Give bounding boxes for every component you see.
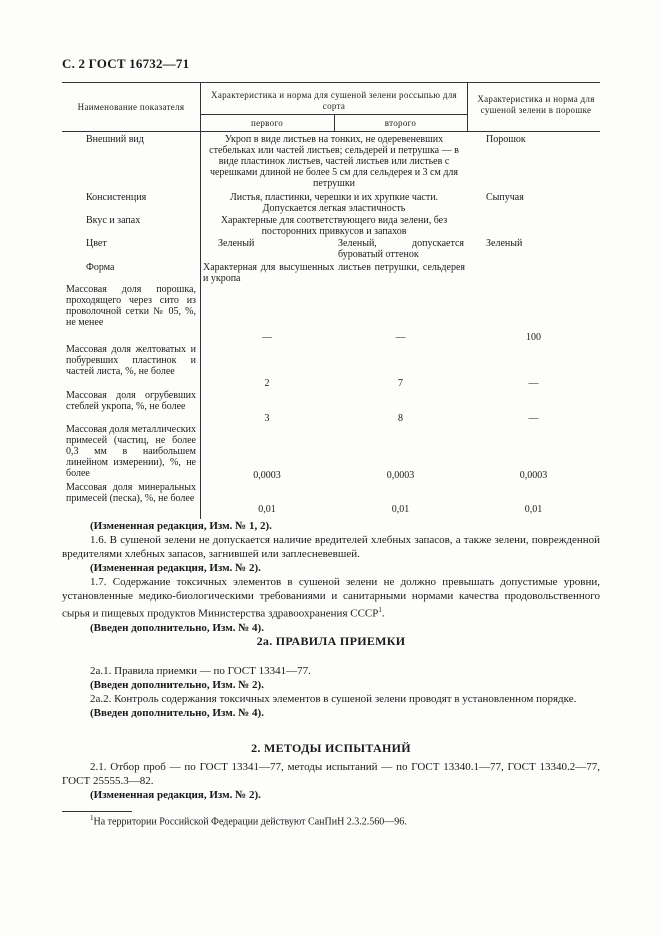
section-2 bbox=[62, 741, 600, 802]
row-shape-label: Форма bbox=[86, 262, 115, 273]
footnote-text: На территории Российской Федерации действуют СанПиН 2.3.2.560—96. bbox=[93, 816, 407, 828]
amendment-note: (Измененная редакция, Изм. № 2). bbox=[90, 789, 261, 801]
header-indicator: Наименование показателя bbox=[77, 102, 185, 112]
row-mineral-label: Массовая доля минеральных примесей (песка), %, не более bbox=[66, 482, 196, 504]
row-coarse-second: 8 bbox=[398, 413, 403, 424]
row-metal-powder: 0,0003 bbox=[519, 470, 548, 481]
row-yellowed-powder: — bbox=[528, 378, 539, 389]
row-metal-first: 0,0003 bbox=[253, 470, 281, 481]
footnote-mark: 1 bbox=[90, 814, 94, 822]
row-metal-second: 0,0003 bbox=[386, 470, 415, 481]
section-2-title: 2. МЕТОДЫ ИСПЫТАНИЙ bbox=[251, 741, 411, 755]
table-top-rule bbox=[62, 82, 600, 83]
amendment-note: (Измененная редакция, Изм. № 2). bbox=[90, 562, 261, 574]
footnote-divider bbox=[62, 811, 132, 812]
row-consistency-label: Консистенция bbox=[86, 192, 147, 203]
row-yellowed-second: 7 bbox=[398, 378, 403, 389]
row-coarse-label: Массовая доля огрубевших стеблей укропа, %, не более bbox=[66, 390, 196, 412]
amendment-note: (Измененная редакция, Изм. № 1, 2). bbox=[90, 520, 272, 532]
row-sieve-powder: 100 bbox=[526, 332, 541, 343]
row-sieve-first: — bbox=[262, 332, 272, 343]
row-taste-bulk: Характерные для соответствующего вида зелени, без посторонних привкусов и запахов bbox=[220, 215, 448, 237]
section-2a bbox=[62, 634, 600, 720]
paragraph-2a-1: 2а.1. Правила приемки — по ГОСТ 13341—77. bbox=[90, 665, 311, 677]
row-consistency-bulk: Листья, пластинки, черешки и их хрупкие части. Допускается легкая эластичность bbox=[229, 192, 439, 214]
row-mineral-powder: 0,01 bbox=[524, 504, 543, 515]
footnote-ref: 1 bbox=[378, 606, 382, 614]
amendment-note: (Введен дополнительно, Изм. № 4). bbox=[90, 621, 264, 634]
after-table-block bbox=[62, 519, 600, 635]
row-mineral-second: 0,01 bbox=[391, 504, 410, 515]
col-divider-1 bbox=[200, 82, 201, 519]
row-yellowed-first: 2 bbox=[264, 378, 270, 389]
characteristics-table bbox=[62, 82, 600, 519]
page-header: С. 2 ГОСТ 16732—71 bbox=[62, 56, 190, 71]
row-color-label: Цвет bbox=[86, 238, 107, 249]
row-color-powder: Зеленый bbox=[486, 238, 523, 249]
header-bulk: Характеристика и норма для сушеной зелени россыпью для сорта bbox=[211, 90, 457, 111]
paragraph-1-7: 1.7. Содержание токсичных элементов в сушеной зелени не должно превышать допустимые уровни, установленные медико-биологическими требованиями и санитарными нормами качества продовольственного сырья и пищевых продуктов Министерства здравоохранения СССР$^1$. bbox=[62, 576, 600, 620]
paragraph-2a-2: 2а.2. Контроль содержания токсичных элементов в сушеной зелени проводят в установленном порядке. bbox=[90, 693, 577, 705]
row-appearance-bulk: Укроп в виде листьев на тонких, не одеревеневших стебельках или частей листьев; сельдерей и петрушка — в виде пластинок листьев, частей листьев или листьев с черешками длиной не более 5 см для сельдерея и 3 см для петрушки bbox=[209, 134, 459, 189]
col-divider-3 bbox=[467, 82, 468, 131]
header-first-grade: первого bbox=[250, 118, 284, 128]
paragraph-1-7-text: 1.7. Содержание токсичных элементов в сушеной зелени не должно превышать допустимые уровни, установленные медико-биологическими требованиями и санитарными нормами качества продовольственного сырья и пищевых продуктов Министерства здравоохранения СССР bbox=[62, 576, 600, 620]
row-shape-bulk: Характерная для высушенных листьев петрушки, сельдерея и укропа bbox=[203, 262, 465, 284]
amendment-note: (Введен дополнительно, Изм. № 4). bbox=[90, 707, 264, 719]
row-yellowed-label: Массовая доля желтоватых и побуревших пластинок и частей листа, %, не более bbox=[66, 344, 196, 377]
amendment-note: (Введен дополнительно, Изм. № 2). bbox=[90, 679, 264, 691]
row-taste-label: Вкус и запах bbox=[86, 215, 141, 226]
paragraph-1-6: 1.6. В сушеной зелени не допускается наличие вредителей хлебных запасов, а также зелени, поврежденной вредителями хлебных запасов, загнившей или заплесневевшей. bbox=[62, 534, 600, 560]
row-appearance-powder: Порошок bbox=[486, 134, 526, 145]
section-2a-title: 2а. ПРАВИЛА ПРИЕМКИ bbox=[256, 634, 406, 648]
row-color-second: Зеленый, допускается буроватый оттенок bbox=[338, 238, 464, 260]
row-coarse-powder: — bbox=[528, 413, 539, 424]
row-sieve-second: — bbox=[395, 332, 406, 343]
row-coarse-first: 3 bbox=[264, 413, 270, 424]
header-bottom-rule bbox=[62, 131, 600, 132]
header-powder: Характеристика и норма для сушеной зелени в порошке bbox=[477, 94, 595, 115]
header-second-grade: второго bbox=[384, 118, 417, 128]
row-mineral-first: 0,01 bbox=[258, 504, 276, 515]
row-appearance-label: Внешний вид bbox=[86, 134, 144, 145]
row-sieve-label: Массовая доля порошка, проходящего через сито из проволочной сетки № 05, %, не менее bbox=[66, 284, 196, 328]
row-metal-label: Массовая доля металлических примесей (частиц, не более 0,3 мм в наибольшем линейном измерении), %, не более bbox=[66, 424, 196, 479]
row-consistency-powder: Сыпучая bbox=[486, 192, 524, 203]
footnote bbox=[62, 814, 600, 827]
row-color-first: Зеленый bbox=[218, 238, 255, 249]
paragraph-2-1: 2.1. Отбор проб — по ГОСТ 13341—77, методы испытаний — по ГОСТ 13340.1—77, ГОСТ 13340.2—77, ГОСТ 25555.3—82. bbox=[62, 761, 600, 787]
